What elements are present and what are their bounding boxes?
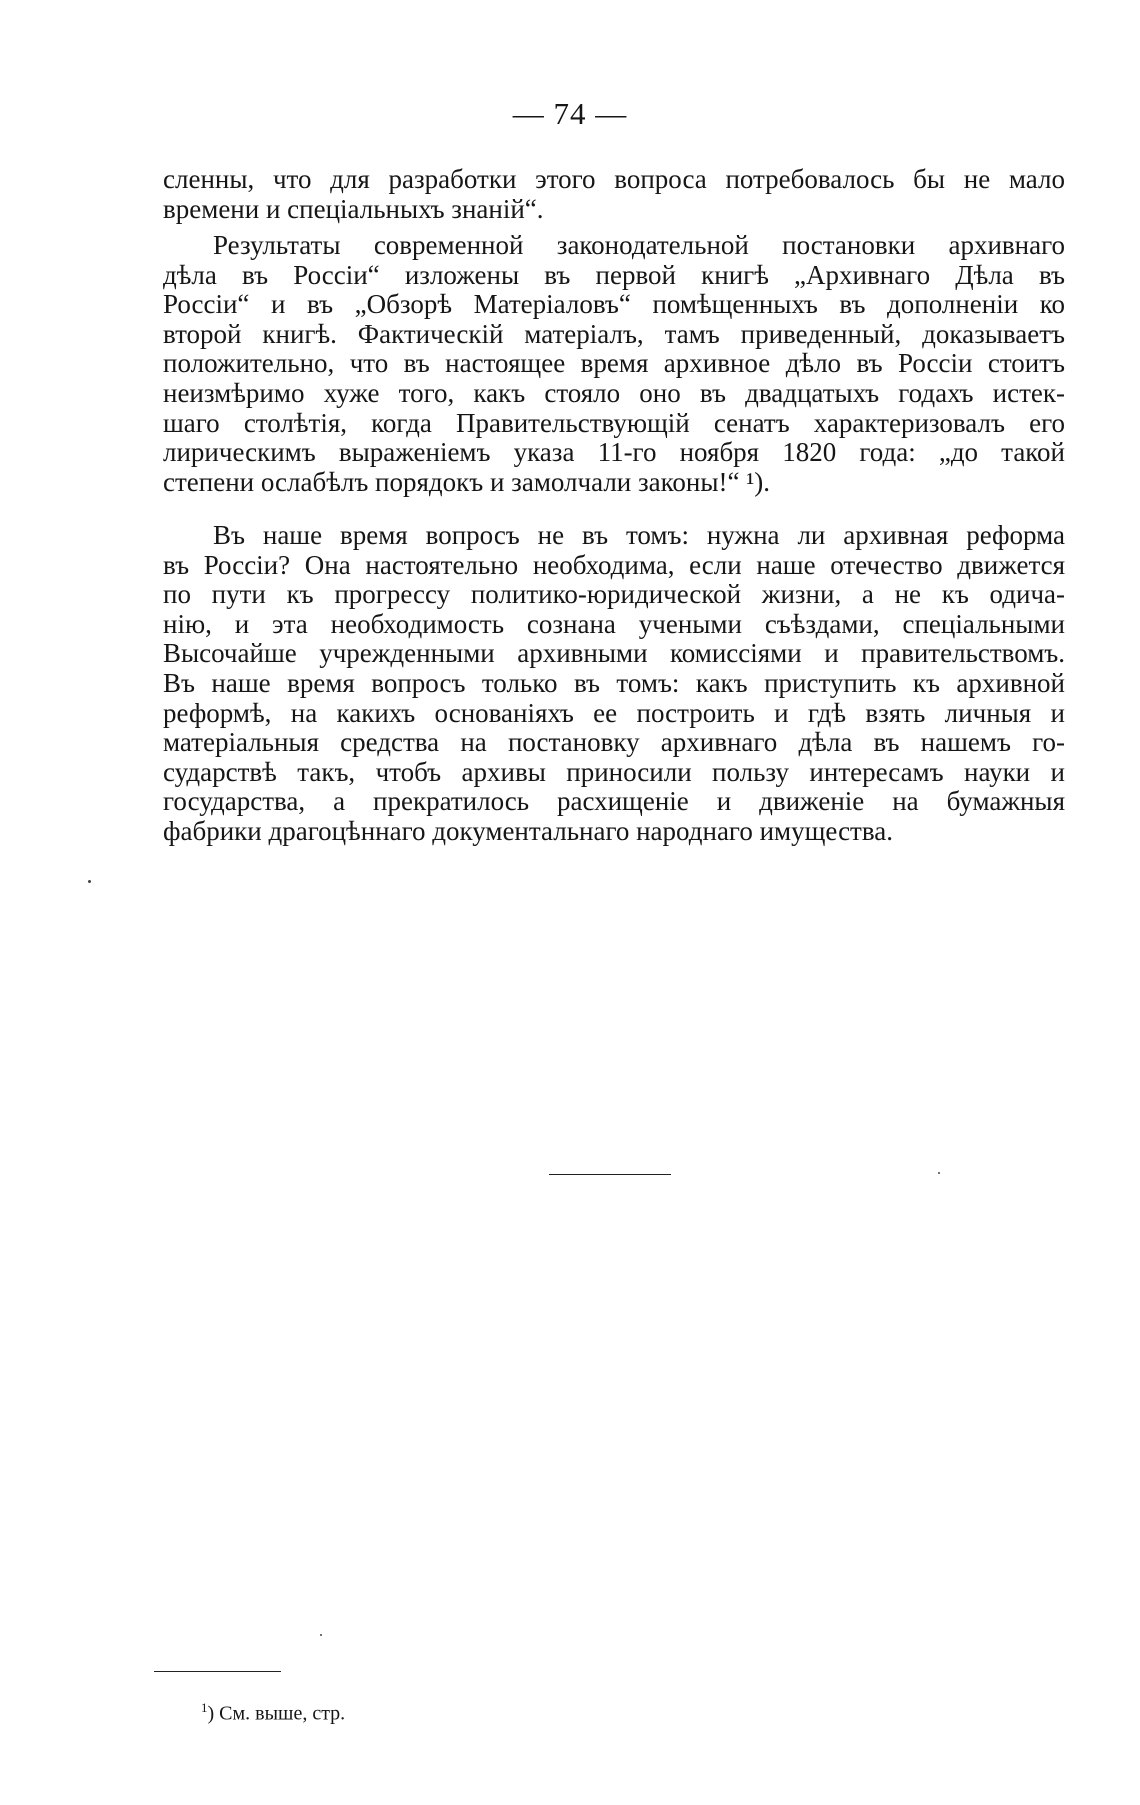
text-line: лирическимъ выраженіемъ указа 11-го ноября 1820 года: „до такой [163, 437, 1065, 468]
scan-speck [320, 1634, 322, 1636]
text-line: дѣла въ Россіи“ изложены въ первой книгѣ „Архивнаго Дѣла въ [163, 259, 1065, 290]
footnote [201, 1700, 345, 1726]
text-line: сленны, что для разработки этого вопроса потребовалось бы не мало [163, 164, 1065, 194]
scan-speck [88, 880, 91, 883]
text-line: неизмѣримо хуже того, какъ стояло оно въ двадцатыхъ годахъ истек- [163, 377, 1065, 408]
paragraph-continuation [163, 165, 1065, 224]
text-line: Высочайше учрежденными архивными комиссіями и правительствомъ. [163, 638, 1065, 669]
text-line: второй книгѣ. Фактическій матеріалъ, тамъ приведенный, доказываетъ [163, 318, 1065, 349]
text-line: степени ослабѣлъ порядокъ и замолчали законы!“ ¹). [163, 466, 771, 497]
text-line: матеріальныя средства на постановку архивнаго дѣла въ нашемъ го- [163, 727, 1065, 758]
text-line: фабрики драгоцѣннаго документальнаго народнаго имущества. [163, 815, 893, 846]
text-line: государства, а прекратилось расхищеніе и движеніе на бумажныя [163, 786, 1065, 817]
paragraph-archive-reform [163, 521, 1065, 847]
footnote-text: ) См. выше, стр. [207, 1702, 346, 1725]
scan-speck [938, 1172, 940, 1174]
page-number: — 74 — [512, 96, 628, 131]
text-line: нію, и эта необходимость сознана учеными съѣздами, спеціальными [163, 608, 1065, 639]
text-line: Въ наше время вопросъ только въ томъ: какъ приступить къ архивной [163, 667, 1065, 698]
text-line: шаго столѣтія, когда Правительствующій сенатъ характеризовалъ его [163, 407, 1065, 438]
footnote-marker: 1 [201, 1700, 208, 1715]
text-line: Въ наше время вопросъ не въ томъ: нужна ли архивная реформа [213, 520, 1065, 550]
text-line: реформѣ, на какихъ основаніяхъ ее построить и гдѣ взять личныя и [163, 697, 1065, 728]
text-line: Результаты современной законодательной постановки архивнаго [213, 230, 1065, 260]
paragraph-archive-legislation [163, 231, 1065, 497]
text-line: Россіи“ и въ „Обзорѣ Матеріаловъ“ помѣщенныхъ въ дополненіи ко [163, 289, 1065, 320]
text-line: сударствѣ такъ, чтобъ архивы приносили пользу интересамъ науки и [163, 756, 1065, 787]
text-line: времени и спеціальныхъ знаній“. [163, 193, 544, 224]
text-line: въ Россіи? Она настоятельно необходима, если наше отечество движется [163, 549, 1065, 580]
text-line: по пути къ прогрессу политико-юридической жизни, а не къ одича- [163, 579, 1065, 610]
footnote-rule [154, 1671, 281, 1672]
section-end-rule [549, 1174, 671, 1175]
text-line: положительно, что въ настоящее время архивное дѣло въ Россіи стоитъ [163, 348, 1065, 379]
